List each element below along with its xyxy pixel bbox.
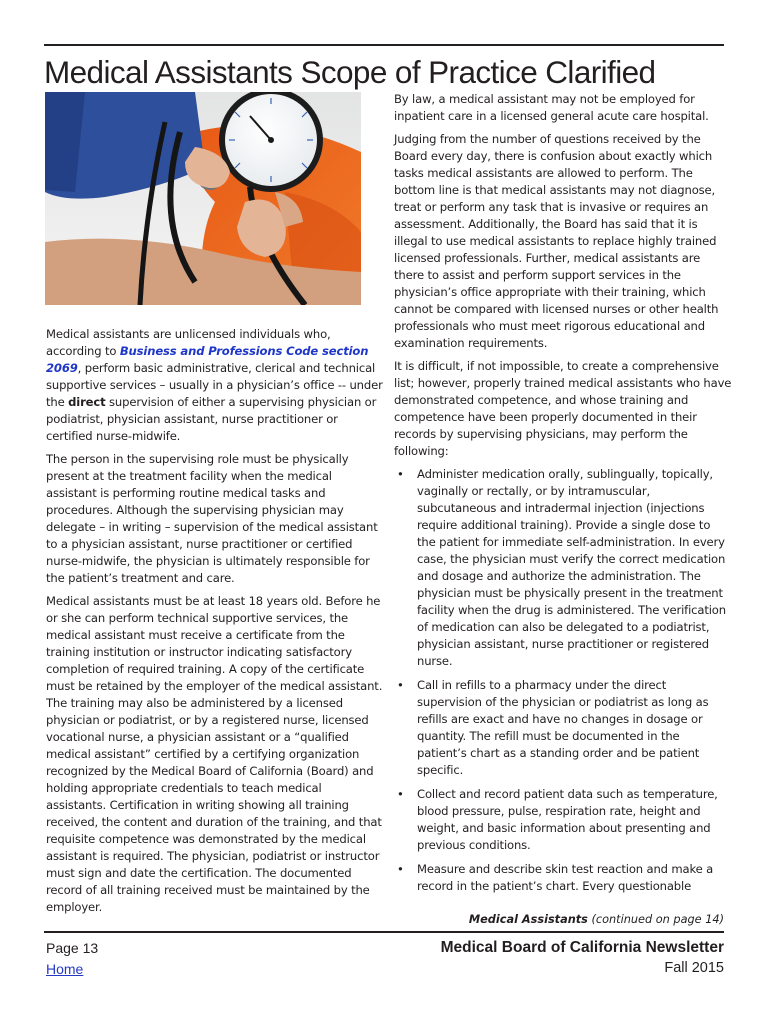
continued-note: Medical Assistants (continued on page 14) xyxy=(468,913,724,926)
page-number: Page 13 xyxy=(46,940,99,956)
issue-label: Fall 2015 xyxy=(664,960,724,976)
bullet-icon: • xyxy=(397,678,404,692)
list-intro-paragraph: It is difficult, if not impossible, to create a comprehensive list; however, properly trained medical assistants who have demonstrated competence, and whose training and competence have been properly documented in their records by supervising physicians, may perform the following: xyxy=(394,359,732,458)
intro-paragraph: Medical assistants are unlicensed individuals who, according to Business and Professions Code section 2069, perform basic administrative, clerical and technical supportive services – usually in a physician’s office -- under the direct supervision of either a supervising physician or podiatrist, physician assistant, nurse practitioner or certified nurse-midwife. xyxy=(46,327,383,443)
article-title: Medical Assistants Scope of Practice Clarified xyxy=(44,54,656,90)
blood-pressure-photo xyxy=(45,92,361,305)
newsletter-title: Medical Board of California Newsletter xyxy=(440,939,724,956)
left-column xyxy=(46,326,384,922)
footer-divider xyxy=(44,931,724,933)
bp-code-2069-link[interactable]: Business and Professions Code section 2069 xyxy=(46,344,369,375)
list-item: • Collect and record patient data such as temperature, blood pressure, pulse, respiration rate, height and weight, and basic information about presenting and previous conditions. xyxy=(397,787,718,852)
emphasis-direct: direct xyxy=(68,395,106,409)
list-item: • Call in refills to a pharmacy under the direct supervision of the physician or podiatrist as long as refills are exact and have no changes in dosage or quantity. The refill must be documented in the patient’s chart as a standing order and be patient specific. xyxy=(397,678,709,777)
training-paragraph: Medical assistants must be at least 18 years old. Before he or she can perform technical supportive services, the medical assistant must receive a certificate from the training institution or instructor indicating satisfactory completion of required training. A copy of the certificate must be retained by the employer of the medical assistant. The training may also be administered by a licensed physician or podiatrist, or by a registered nurse, licensed vocational nurse, a physician assistant or a “qualified medical assistant” certified by a certifying organization recognized by the Medical Board of California (Board) and holding appropriate credentials to teach medical assistants. Certification in writing showing all training received, the content and duration of the training, and that requisite competence was demonstrated by the medical assistant is required. The physician, podiatrist or instructor must sign and date the certification. The documented record of all training received must be maintained by the employer. xyxy=(46,594,383,914)
allowed-tasks-list xyxy=(394,466,732,895)
bullet-icon: • xyxy=(397,862,404,876)
top-divider xyxy=(44,44,724,46)
bullet-icon: • xyxy=(397,467,404,481)
confusion-paragraph: Judging from the number of questions received by the Board every day, there is confusion about exactly which tasks medical assistants are allowed to perform. The bottom line is that medical assistants may not diagnose, treat or perform any task that is invasive or requires an assessment. Additionally, the Board has said that it is illegal to use medical assistants to replace highly trained licensed professionals. Further, medical assistants are there to assist and perform support services in the physician’s office appropriate with their training, which cannot be compared with licensed nurses or other health professionals who must meet rigorous educational and examination requirements. xyxy=(394,132,719,350)
inpatient-paragraph: By law, a medical assistant may not be employed for inpatient care in a licensed general acute care hospital. xyxy=(394,92,709,123)
supervision-paragraph: The person in the supervising role must be physically present at the treatment facility when the medical assistant is performing routine medical tasks and procedures. Although the supervising physician may delegate – in writing – supervision of the medical assistant to a physician assistant, nurse practitioner or certified nurse-midwife, the physician is ultimately responsible for the patient’s treatment and care. xyxy=(46,452,378,585)
right-column xyxy=(394,91,732,902)
list-item: • Administer medication orally, sublingually, topically, vaginally or rectally, or by intramuscular, subcutaneous and intradermal injection (injections require additional training). Provide a single dose to the patient for immediate self-administration. In every case, the physician must verify the correct medication and dosage and authorize the administration. The physician must be physically present in the treatment facility when the drug is administered. The verification of medication can also be delegated to a podiatrist, physician assistant, nurse practitioner or registered nurse. xyxy=(397,467,726,668)
home-link[interactable]: Home xyxy=(46,961,84,977)
bullet-icon: • xyxy=(397,787,404,801)
list-item: • Measure and describe skin test reaction and make a record in the patient’s chart. Every questionable xyxy=(397,862,714,893)
